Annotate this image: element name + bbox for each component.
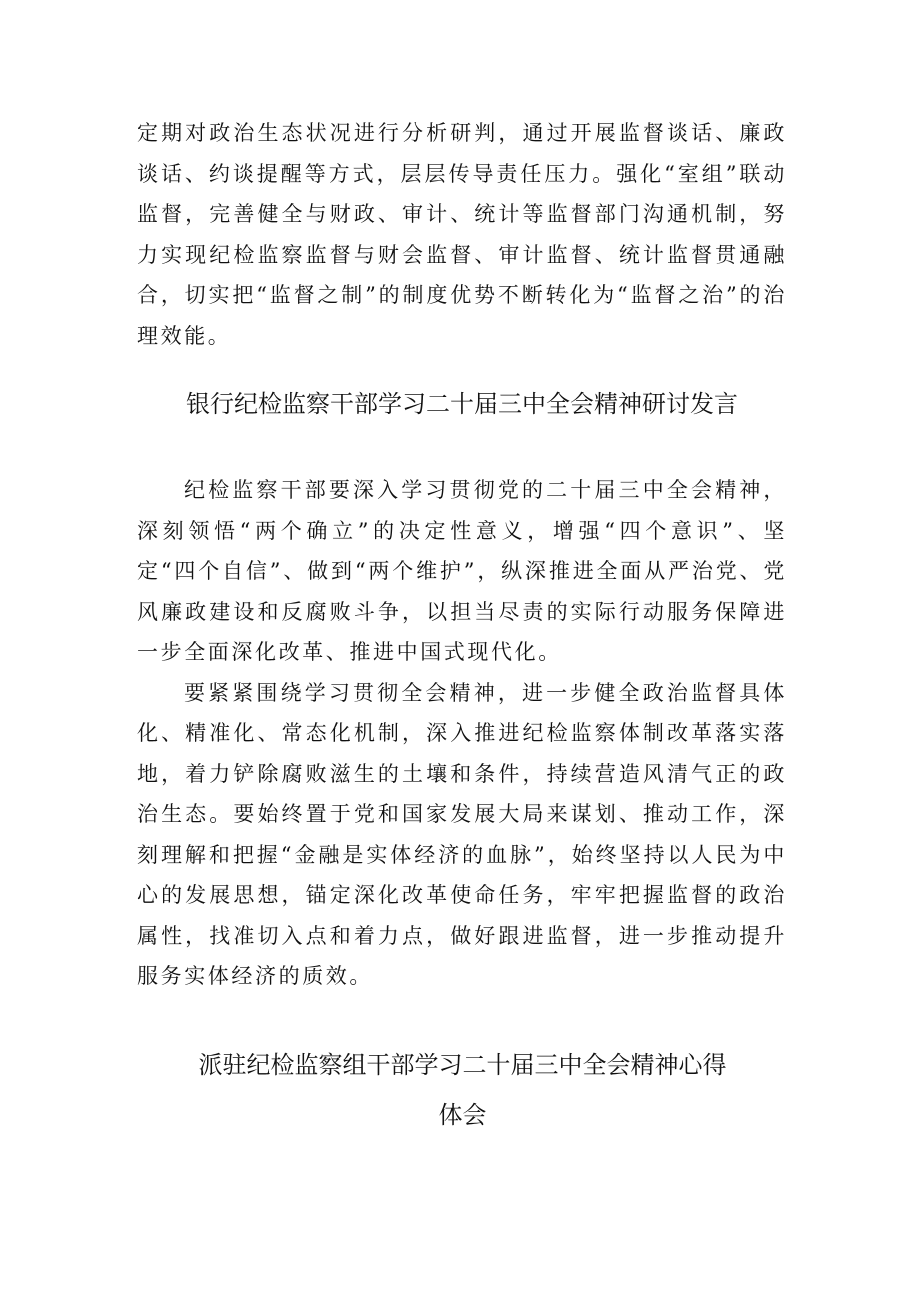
section-2-title: 派驻纪检监察组干部学习二十届三中全会精神心得体会 bbox=[198, 1051, 727, 1129]
section-1-title: 银行纪检监察干部学习二十届三中全会精神研讨发言 bbox=[186, 390, 738, 418]
section-1-paragraph-2: 要紧紧围绕学习贯彻全会精神，进一步健全政治监督具体化、精准化、常态化机制，深入推进纪检监察体制改革落实落地，着力铲除腐败滋生的土壤和条件，持续营造风清气正的政治生态。要始终置于党和国家发展大局来谋划、推动工作，深刻理解和把握“金融是实体经济的血脉”，始终坚持以人民为中心的发展思想，锚定深化改革使命任务，牢牢把握监督的政治属性，找准切入点和着力点，做好跟进监督，进一步推动提升服务实体经济的质效。 bbox=[137, 680, 787, 988]
continuation-paragraph: 定期对政治生态状况进行分析研判，通过开展监督谈话、廉政谈话、约谈提醒等方式，层层传导责任压力。强化“室组”联动监督，完善健全与财政、审计、统计等监督部门沟通机制，努力实现纪检监察监督与财会监督、审计监督、统计监督贯通融合，切实把“监督之制”的制度优势不断转化为“监督之治”的治理效能。 bbox=[137, 121, 787, 348]
section-1-paragraph-1: 纪检监察干部要深入学习贯彻党的二十届三中全会精神，深刻领悟“两个确立”的决定性意义，增强“四个意识”、坚定“四个自信”、做到“两个维护”，纵深推进全面从严治党、党风廉政建设和反腐败斗争，以担当尽责的实际行动服务保障进一步全面深化改革、推进中国式现代化。 bbox=[137, 478, 787, 664]
section-1-body bbox=[137, 470, 787, 997]
